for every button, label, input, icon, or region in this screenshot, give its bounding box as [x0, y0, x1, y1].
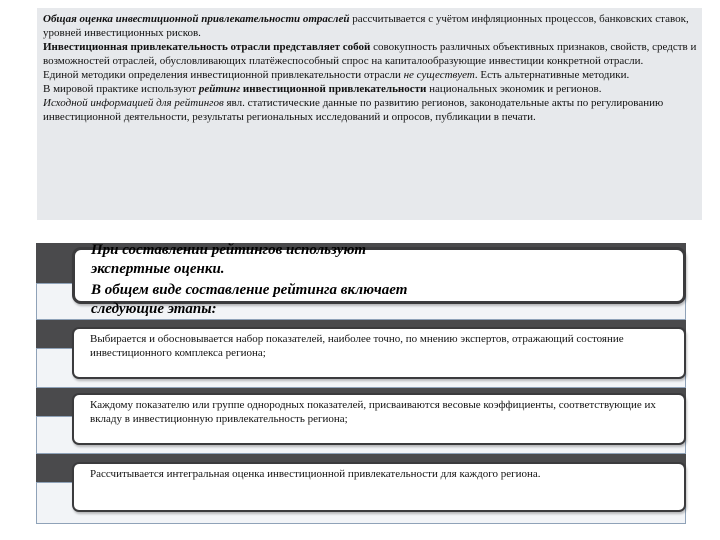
intro-paragraph-3	[43, 68, 698, 82]
stage-step-text: Каждому показателю или группе однородных показателей, присваиваются весовые коэффициенты, соответствующие их вкладу в инвестиционную привлекательность региона;	[90, 399, 656, 425]
stage-step-1	[72, 327, 686, 379]
rating-header-box	[72, 242, 686, 317]
intro-term-definition: Инвестиционная привлекательность отрасли представляет собой	[43, 41, 371, 53]
intro-paragraph-1	[43, 12, 698, 40]
intro-term-general-assessment: Общая оценка инвестиционной привлекательности отраслей	[43, 13, 350, 25]
stage-step-2	[72, 393, 686, 445]
intro-paragraph-2	[43, 40, 698, 68]
header-line-3: В общем виде составление рейтинга включает	[91, 282, 408, 298]
intro-text: явл. статистические данные по развитию регионов, законодательные акты по регулированию инвестиционной деятельности, результаты региональных исследований и опросов, публикации в печати.	[43, 97, 664, 123]
intro-panel	[37, 8, 702, 220]
stage-step-text: Рассчитывается интегральная оценка инвестиционной привлекательности для каждого региона.	[90, 468, 541, 480]
intro-text: Единой методики определения инвестиционной привлекательности отрасли	[43, 69, 404, 81]
intro-text: В мировой практике используют	[43, 83, 199, 95]
header-line-4: следующие этапы:	[91, 301, 217, 317]
rating-stages-diagram	[36, 243, 686, 524]
intro-emphasis: не существует	[403, 69, 475, 81]
intro-text: национальных экономик и регионов.	[426, 83, 602, 95]
stage-step-text: Выбирается и обосновывается набор показателей, наиболее точно, по мнению экспертов, отражающий состояние инвестиционного комплекса региона;	[90, 333, 624, 359]
intro-term-source-info: Исходной информацией для рейтингов	[43, 97, 224, 109]
header-line-1: При составлении рейтингов используют	[91, 242, 367, 258]
intro-text: рассчитывается с учётом инфляционных процессов, банковских ставок, уровней инвестиционных рисков.	[43, 13, 689, 39]
intro-text: совокупность различных объективных признаков, свойств, средств и возможностей отраслей, обусловливающих платёжеспособный спрос на капиталообразующие инвестиции конкретной отрасли.	[43, 41, 697, 67]
intro-term-attractiveness: инвестиционной привлекательности	[240, 83, 427, 95]
intro-text: . Есть альтернативные методики.	[474, 69, 630, 81]
header-line-2: экспертные оценки.	[91, 261, 225, 277]
intro-term-rating: рейтинг	[198, 83, 241, 95]
stage-step-3	[72, 462, 686, 512]
intro-paragraph-5	[43, 96, 698, 124]
intro-paragraph-4	[43, 82, 698, 96]
